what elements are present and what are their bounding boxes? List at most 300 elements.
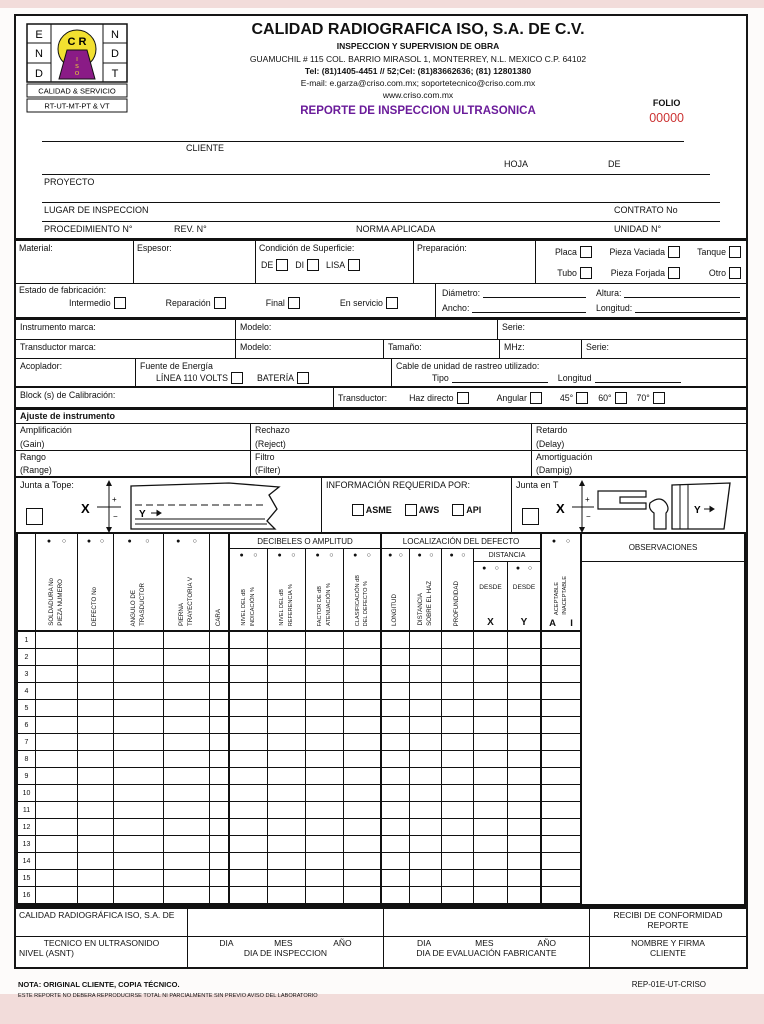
table-cell[interactable] [382, 751, 410, 768]
table-cell[interactable] [474, 666, 508, 683]
table-cell[interactable] [410, 836, 442, 853]
table-cell[interactable] [474, 700, 508, 717]
table-cell[interactable] [268, 734, 306, 751]
table-cell[interactable] [114, 768, 164, 785]
table-cell[interactable] [382, 836, 410, 853]
distancia-group-title: DISTANCIA [474, 549, 542, 562]
table-cell[interactable] [78, 649, 114, 666]
table-cell[interactable] [230, 853, 268, 870]
table-cell[interactable] [268, 819, 306, 836]
api-checkbox[interactable] [452, 504, 464, 516]
table-cell[interactable] [268, 836, 306, 853]
table-cell[interactable] [306, 632, 344, 649]
table-cell[interactable] [344, 768, 382, 785]
table-cell[interactable] [382, 666, 410, 683]
col-header [230, 562, 268, 632]
table-cell[interactable] [78, 870, 114, 887]
table-cell[interactable] [114, 683, 164, 700]
table-cell[interactable] [382, 649, 410, 666]
table-cell[interactable] [382, 683, 410, 700]
table-cell[interactable] [306, 887, 344, 904]
table-cell[interactable] [542, 734, 582, 751]
table-cell[interactable] [344, 632, 382, 649]
table-cell[interactable] [306, 853, 344, 870]
tipo-field[interactable] [452, 373, 548, 383]
table-cell[interactable] [344, 683, 382, 700]
table-cell[interactable] [268, 700, 306, 717]
table-cell[interactable] [78, 785, 114, 802]
table-cell[interactable] [230, 751, 268, 768]
table-cell[interactable] [410, 632, 442, 649]
table-cell[interactable] [508, 887, 542, 904]
column-label: TRASDUCTOR [138, 583, 146, 626]
table-cell[interactable] [382, 717, 410, 734]
open-circle-icon: ○ [565, 538, 571, 545]
table-cell[interactable] [344, 785, 382, 802]
table-cell[interactable] [164, 632, 210, 649]
table-cell[interactable] [114, 802, 164, 819]
table-cell[interactable] [410, 802, 442, 819]
table-cell[interactable] [344, 887, 382, 904]
table-cell[interactable] [36, 887, 78, 904]
table-cell[interactable] [508, 700, 542, 717]
desde-label: DESDE [512, 584, 536, 591]
reparacion-checkbox[interactable] [214, 297, 226, 309]
table-cell[interactable] [542, 717, 582, 734]
table-cell[interactable] [442, 700, 474, 717]
cond-lisa-checkbox[interactable] [348, 259, 360, 271]
angle-45-checkbox[interactable] [576, 392, 588, 404]
table-cell[interactable] [306, 836, 344, 853]
table-cell[interactable] [114, 666, 164, 683]
table-cell[interactable] [78, 717, 114, 734]
table-cell[interactable] [508, 785, 542, 802]
table-cell[interactable] [230, 649, 268, 666]
row-number-header [18, 534, 36, 632]
table-cell[interactable] [78, 887, 114, 904]
table-cell[interactable] [210, 853, 230, 870]
table-cell[interactable] [210, 870, 230, 887]
proyecto-line[interactable] [42, 174, 710, 175]
table-cell[interactable] [306, 785, 344, 802]
junta-t-checkbox[interactable] [522, 508, 539, 525]
table-cell[interactable] [114, 734, 164, 751]
table-cell[interactable] [542, 649, 582, 666]
table-cell[interactable] [508, 870, 542, 887]
table-cell[interactable] [230, 734, 268, 751]
table-cell[interactable] [78, 819, 114, 836]
table-cell[interactable] [36, 734, 78, 751]
col-circles [268, 549, 306, 562]
table-cell[interactable] [442, 734, 474, 751]
table-cell[interactable] [410, 870, 442, 887]
table-cell[interactable] [410, 785, 442, 802]
table-cell[interactable] [78, 666, 114, 683]
table-cell[interactable] [268, 802, 306, 819]
table-cell[interactable] [268, 887, 306, 904]
table-cell[interactable] [36, 853, 78, 870]
table-cell[interactable] [114, 751, 164, 768]
haz-directo-checkbox[interactable] [457, 392, 469, 404]
table-cell[interactable] [508, 819, 542, 836]
table-cell[interactable] [210, 700, 230, 717]
table-cell[interactable] [508, 853, 542, 870]
table-cell[interactable] [442, 649, 474, 666]
table-cell[interactable] [306, 870, 344, 887]
table-cell[interactable] [474, 819, 508, 836]
table-cell[interactable] [164, 836, 210, 853]
table-cell[interactable] [230, 632, 268, 649]
table-cell[interactable] [78, 853, 114, 870]
table-cell[interactable] [442, 870, 474, 887]
angle-70-checkbox[interactable] [653, 392, 665, 404]
table-cell[interactable] [410, 887, 442, 904]
table-cell[interactable] [164, 751, 210, 768]
table-cell[interactable] [210, 632, 230, 649]
table-cell[interactable] [78, 683, 114, 700]
table-cell[interactable] [344, 836, 382, 853]
table-cell[interactable] [306, 751, 344, 768]
table-cell[interactable] [508, 836, 542, 853]
table-cell[interactable] [268, 870, 306, 887]
table-cell[interactable] [306, 666, 344, 683]
table-cell[interactable] [508, 802, 542, 819]
table-cell[interactable] [474, 717, 508, 734]
table-cell[interactable] [508, 683, 542, 700]
table-cell[interactable] [36, 870, 78, 887]
table-cell[interactable] [268, 751, 306, 768]
table-cell[interactable] [230, 666, 268, 683]
diametro-field[interactable] [483, 288, 586, 298]
table-cell[interactable] [474, 751, 508, 768]
table-cell[interactable] [474, 887, 508, 904]
asme-checkbox[interactable] [352, 504, 364, 516]
table-cell[interactable] [306, 819, 344, 836]
open-circle-icon: ○ [494, 565, 499, 572]
placa-checkbox[interactable] [580, 246, 592, 258]
table-cell[interactable] [114, 700, 164, 717]
table-cell[interactable] [78, 734, 114, 751]
table-cell[interactable] [268, 853, 306, 870]
tecnico-label: TECNICO EN ULTRASONIDO [43, 938, 160, 948]
table-cell[interactable] [410, 666, 442, 683]
inspection-date-field[interactable] [188, 909, 384, 936]
table-cell[interactable] [474, 768, 508, 785]
table-cell[interactable] [442, 802, 474, 819]
table-cell[interactable] [382, 734, 410, 751]
table-cell[interactable] [410, 717, 442, 734]
table-cell[interactable] [78, 768, 114, 785]
table-cell[interactable] [210, 785, 230, 802]
table-cell[interactable] [36, 717, 78, 734]
table-cell[interactable] [542, 802, 582, 819]
table-cell[interactable] [230, 717, 268, 734]
table-cell[interactable] [210, 802, 230, 819]
y-axis-label: Y [139, 509, 146, 520]
table-cell[interactable] [210, 768, 230, 785]
angular-checkbox[interactable] [530, 392, 542, 404]
aws-checkbox[interactable] [405, 504, 417, 516]
table-cell[interactable] [36, 802, 78, 819]
table-cell[interactable] [442, 853, 474, 870]
table-cell[interactable] [382, 700, 410, 717]
table-cell[interactable] [78, 632, 114, 649]
table-cell[interactable] [230, 802, 268, 819]
tanque-checkbox[interactable] [729, 246, 741, 258]
table-cell[interactable] [382, 819, 410, 836]
table-cell[interactable] [474, 802, 508, 819]
table-cell[interactable] [36, 666, 78, 683]
table-cell[interactable] [210, 683, 230, 700]
angle-60-checkbox[interactable] [615, 392, 627, 404]
table-cell[interactable] [230, 785, 268, 802]
table-cell[interactable] [114, 785, 164, 802]
table-cell[interactable] [78, 802, 114, 819]
table-cell[interactable] [542, 751, 582, 768]
table-cell[interactable] [442, 632, 474, 649]
table-cell[interactable] [410, 734, 442, 751]
table-cell[interactable] [344, 734, 382, 751]
table-cell[interactable] [36, 768, 78, 785]
table-cell[interactable] [114, 836, 164, 853]
table-cell[interactable] [542, 836, 582, 853]
cond-di-checkbox[interactable] [307, 259, 319, 271]
table-cell[interactable] [508, 717, 542, 734]
table-cell[interactable] [78, 700, 114, 717]
table-cell[interactable] [542, 632, 582, 649]
table-cell[interactable] [442, 683, 474, 700]
table-cell[interactable] [306, 649, 344, 666]
tubo-checkbox[interactable] [580, 267, 592, 279]
filled-circle-icon: ● [417, 552, 422, 559]
table-cell[interactable] [210, 734, 230, 751]
table-cell[interactable] [344, 751, 382, 768]
table-cell[interactable] [268, 683, 306, 700]
table-cell[interactable] [164, 717, 210, 734]
table-cell[interactable] [542, 887, 582, 904]
procedimiento-line[interactable] [42, 221, 720, 222]
table-cell[interactable] [306, 734, 344, 751]
ancho-field[interactable] [472, 303, 586, 313]
table-cell[interactable] [36, 632, 78, 649]
cable-label: Cable de unidad de rastreo utilizado: [396, 361, 540, 371]
table-cell[interactable] [442, 887, 474, 904]
table-cell[interactable] [344, 819, 382, 836]
en-servicio-checkbox[interactable] [386, 297, 398, 309]
table-cell[interactable] [114, 632, 164, 649]
x-axis-label: X [81, 501, 90, 516]
table-cell[interactable] [164, 853, 210, 870]
table-cell[interactable] [382, 802, 410, 819]
serie2-label: Serie: [586, 342, 609, 352]
table-cell[interactable] [306, 717, 344, 734]
table-cell[interactable] [268, 649, 306, 666]
table-cell[interactable] [36, 819, 78, 836]
table-cell[interactable] [114, 819, 164, 836]
table-cell[interactable] [114, 887, 164, 904]
table-cell[interactable] [382, 768, 410, 785]
table-cell[interactable] [164, 768, 210, 785]
table-cell[interactable] [164, 887, 210, 904]
table-cell[interactable] [164, 649, 210, 666]
table-cell[interactable] [442, 717, 474, 734]
cable-longitud-field[interactable] [595, 373, 681, 383]
table-cell[interactable] [164, 819, 210, 836]
table-cell[interactable] [542, 819, 582, 836]
cliente-line[interactable] [42, 141, 684, 142]
table-cell[interactable] [382, 632, 410, 649]
table-cell[interactable] [542, 683, 582, 700]
table-cell[interactable] [474, 649, 508, 666]
table-cell[interactable] [410, 751, 442, 768]
table-cell[interactable] [210, 717, 230, 734]
table-cell[interactable] [410, 649, 442, 666]
table-cell[interactable] [542, 785, 582, 802]
angle-60-label: 60° [598, 392, 612, 403]
row-number: 9 [18, 768, 36, 785]
table-cell[interactable] [474, 683, 508, 700]
table-cell[interactable] [230, 768, 268, 785]
table-cell[interactable] [542, 853, 582, 870]
table-cell[interactable] [210, 819, 230, 836]
table-cell[interactable] [210, 836, 230, 853]
table-cell[interactable] [442, 785, 474, 802]
table-cell[interactable] [508, 751, 542, 768]
col-header [36, 549, 78, 632]
table-cell[interactable] [410, 853, 442, 870]
linea-checkbox[interactable] [231, 372, 243, 384]
row-number: 3 [18, 666, 36, 683]
longitud-field[interactable] [635, 303, 740, 313]
observaciones-area[interactable] [582, 562, 744, 904]
table-cell[interactable] [474, 870, 508, 887]
junta-tope-checkbox[interactable] [26, 508, 43, 525]
table-cell[interactable] [78, 751, 114, 768]
table-cell[interactable] [382, 887, 410, 904]
table-cell[interactable] [36, 649, 78, 666]
table-cell[interactable] [210, 666, 230, 683]
table-cell[interactable] [344, 853, 382, 870]
open-circle-icon: ○ [527, 565, 533, 572]
table-cell[interactable] [442, 751, 474, 768]
evaluation-date-field[interactable] [384, 909, 590, 936]
table-cell[interactable] [306, 683, 344, 700]
table-cell[interactable] [442, 819, 474, 836]
table-cell[interactable] [230, 700, 268, 717]
table-cell[interactable] [268, 666, 306, 683]
table-cell[interactable] [114, 649, 164, 666]
mes-label: MES [475, 938, 494, 948]
table-cell[interactable] [382, 870, 410, 887]
table-cell[interactable] [210, 887, 230, 904]
table-cell[interactable] [36, 751, 78, 768]
table-cell[interactable] [230, 887, 268, 904]
table-cell[interactable] [36, 700, 78, 717]
table-cell[interactable] [164, 802, 210, 819]
table-cell[interactable] [114, 870, 164, 887]
pieza-forjada-checkbox[interactable] [668, 267, 680, 279]
x-axis-label: X [556, 501, 565, 516]
table-cell[interactable] [474, 836, 508, 853]
table-cell[interactable] [410, 819, 442, 836]
table-cell[interactable] [114, 717, 164, 734]
table-cell[interactable] [542, 768, 582, 785]
table-cell[interactable] [542, 870, 582, 887]
table-cell[interactable] [268, 785, 306, 802]
cond-de-checkbox[interactable] [276, 259, 288, 271]
table-cell[interactable] [442, 768, 474, 785]
table-cell[interactable] [36, 785, 78, 802]
table-cell[interactable] [36, 836, 78, 853]
table-cell[interactable] [410, 683, 442, 700]
table-cell[interactable] [410, 768, 442, 785]
table-cell[interactable] [382, 785, 410, 802]
table-cell[interactable] [344, 717, 382, 734]
table-cell[interactable] [230, 870, 268, 887]
table-cell[interactable] [508, 768, 542, 785]
table-cell[interactable] [344, 700, 382, 717]
table-cell[interactable] [474, 785, 508, 802]
table-cell[interactable] [542, 700, 582, 717]
table-cell[interactable] [210, 751, 230, 768]
bateria-checkbox[interactable] [297, 372, 309, 384]
table-cell[interactable] [164, 700, 210, 717]
table-cell[interactable] [268, 632, 306, 649]
pieza-vaciada-checkbox[interactable] [668, 246, 680, 258]
table-cell[interactable] [344, 649, 382, 666]
table-cell[interactable] [268, 717, 306, 734]
table-cell[interactable] [508, 649, 542, 666]
table-cell[interactable] [542, 666, 582, 683]
table-cell[interactable] [306, 802, 344, 819]
table-cell[interactable] [382, 853, 410, 870]
table-cell[interactable] [230, 683, 268, 700]
table-cell[interactable] [164, 666, 210, 683]
table-cell[interactable] [36, 683, 78, 700]
table-cell[interactable] [508, 734, 542, 751]
table-cell[interactable] [164, 870, 210, 887]
lugar-line[interactable] [42, 202, 720, 203]
final-checkbox[interactable] [288, 297, 300, 309]
intermedio-checkbox[interactable] [114, 297, 126, 309]
table-cell[interactable] [508, 632, 542, 649]
table-cell[interactable] [306, 700, 344, 717]
table-cell[interactable] [164, 683, 210, 700]
table-cell[interactable] [210, 649, 230, 666]
table-cell[interactable] [344, 666, 382, 683]
altura-field[interactable] [624, 288, 740, 298]
table-cell[interactable] [306, 768, 344, 785]
table-cell[interactable] [344, 802, 382, 819]
otro-checkbox[interactable] [729, 267, 741, 279]
table-cell[interactable] [442, 666, 474, 683]
table-cell[interactable] [164, 785, 210, 802]
table-cell[interactable] [230, 819, 268, 836]
table-cell[interactable] [344, 870, 382, 887]
table-cell[interactable] [114, 853, 164, 870]
table-cell[interactable] [474, 632, 508, 649]
table-cell[interactable] [474, 853, 508, 870]
table-cell[interactable] [164, 734, 210, 751]
table-cell[interactable] [474, 734, 508, 751]
axis-letter: X [487, 617, 494, 628]
table-cell[interactable] [442, 836, 474, 853]
table-cell[interactable] [268, 768, 306, 785]
table-cell[interactable] [410, 700, 442, 717]
table-cell[interactable] [78, 836, 114, 853]
table-cell[interactable] [230, 836, 268, 853]
table-cell[interactable] [508, 666, 542, 683]
